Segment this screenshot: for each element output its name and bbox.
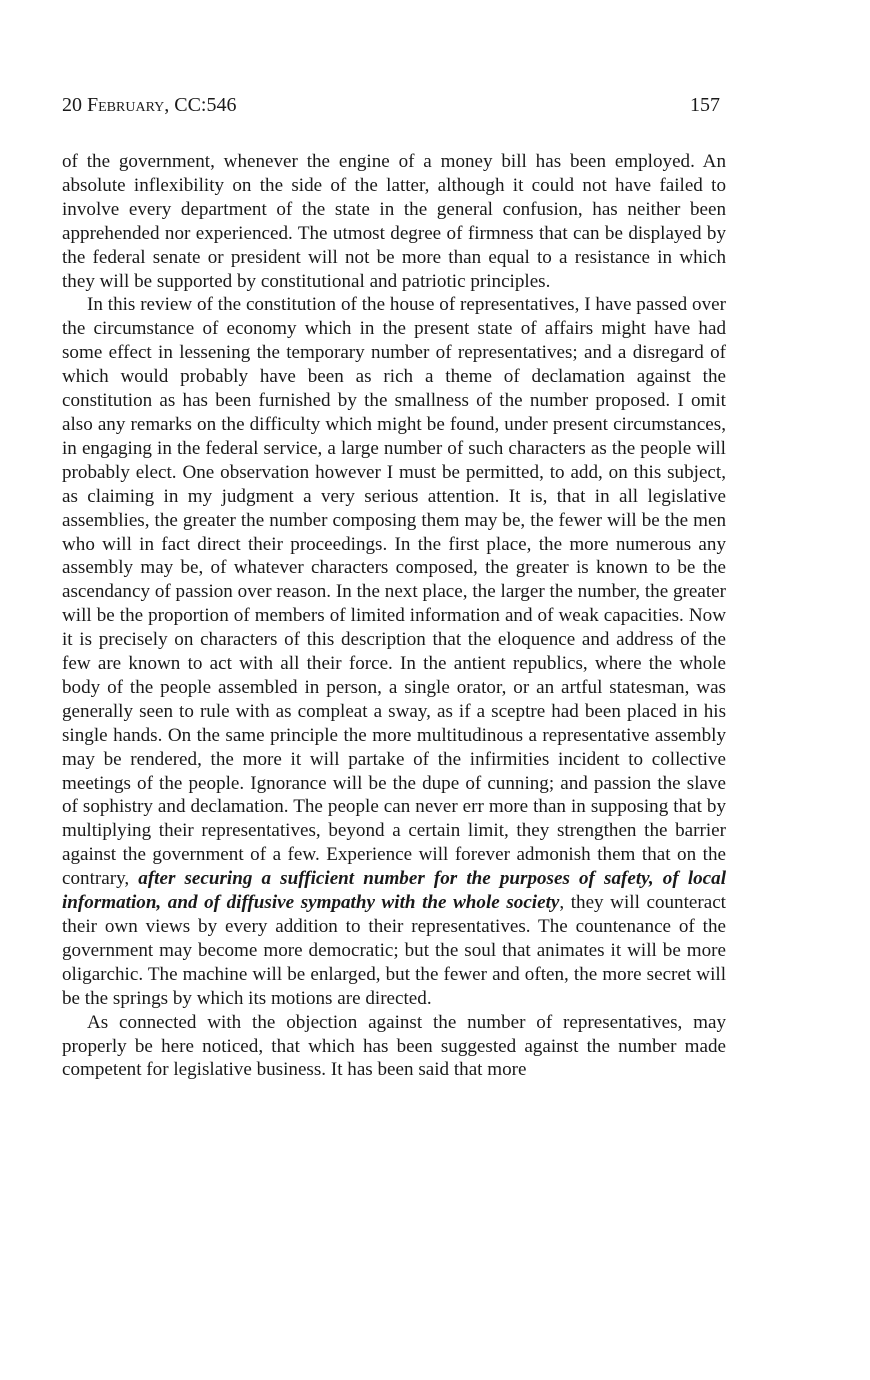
paragraph-3 bbox=[62, 1011, 726, 1083]
header-doc-id: CC:546 bbox=[174, 94, 237, 116]
paragraph-1-text: of the government, whenever the engine of a money bill has been employed. An absolute inflexibility on the side of the latter, although it could not have failed to involve every department of the state in the general confusion, has neither been apprehended nor experienced. The utmost degree of firmness that can be displayed by the federal senate or president will not be more than equal to a resistance in which they will be supported by constitutional and patriotic principles. bbox=[62, 151, 726, 292]
paragraph-3-text: As connected with the objection against the number of representatives, may properly be here noticed, that which has been suggested against the number made competent for legislative business. It has been said that more bbox=[62, 1011, 726, 1081]
paragraph-2-text-after: , they will counteract their own views by every addition to their representatives. The countenance of the government may become more democratic; but the soul that animates it will be more oligarchic. The machine will be enlarged, but the fewer and often, the more secret will be the springs by which its motions are directed. bbox=[62, 892, 726, 1009]
paragraph-2-text: In this review of the constitution of the house of representatives, I have passed over the circumstance of economy which in the present state of affairs might have had some effect in lessening the temporary number of representatives; and a disregard of which would probably have been as rich a theme of declamation against the constitution as has been furnished by the smallness of the number proposed. I omit also any remarks on the difficulty which might be found, under present circumstances, in engaging in the federal service, a large number of such characters as the people will probably elect. One observation however I must be permitted, to add, on this subject, as claiming in my judgment a very serious attention. It is, that in all legislative assemblies, the greater the number composing them may be, the fewer will be the men who will in fact direct their proceedings. In the first place, the more numerous any assembly may be, of whatever characters composed, the greater is known to be the ascendancy of passion over reason. In the next place, the larger the number, the greater will be the proportion of members of limited information and of weak capacities. Now it is precisely on characters of this description that the eloquence and address of the few are known to act with all their force. In the antient republics, where the whole body of the people assembled in person, a single orator, or an artful statesman, was generally seen to rule with as compleat a sway, as if a sceptre had been placed in his single hands. On the same principle the more multitudinous a representative assembly may be rendered, the more it will partake of the infirmities incident to collective meetings of the people. Ignorance will be the dupe of cunning; and passion the slave of sophistry and declamation. The people can never err more than in supposing that by multiplying their representatives, beyond a certain limit, they strengthen the barrier against the government of a few. Experience will forever admonish them that on the contrary, bbox=[62, 294, 726, 890]
body-text bbox=[62, 150, 726, 1082]
paragraph-2 bbox=[62, 293, 726, 1010]
paragraph-2-emphasis: after securing a sufficient number for the purposes of safety, of local information, and of diffusive sympathy with the whole society bbox=[62, 868, 726, 914]
header-left bbox=[62, 94, 237, 117]
running-header bbox=[62, 94, 720, 117]
paragraph-1 bbox=[62, 150, 726, 293]
header-date: 20 February, bbox=[62, 94, 175, 116]
page-number: 157 bbox=[690, 94, 720, 116]
